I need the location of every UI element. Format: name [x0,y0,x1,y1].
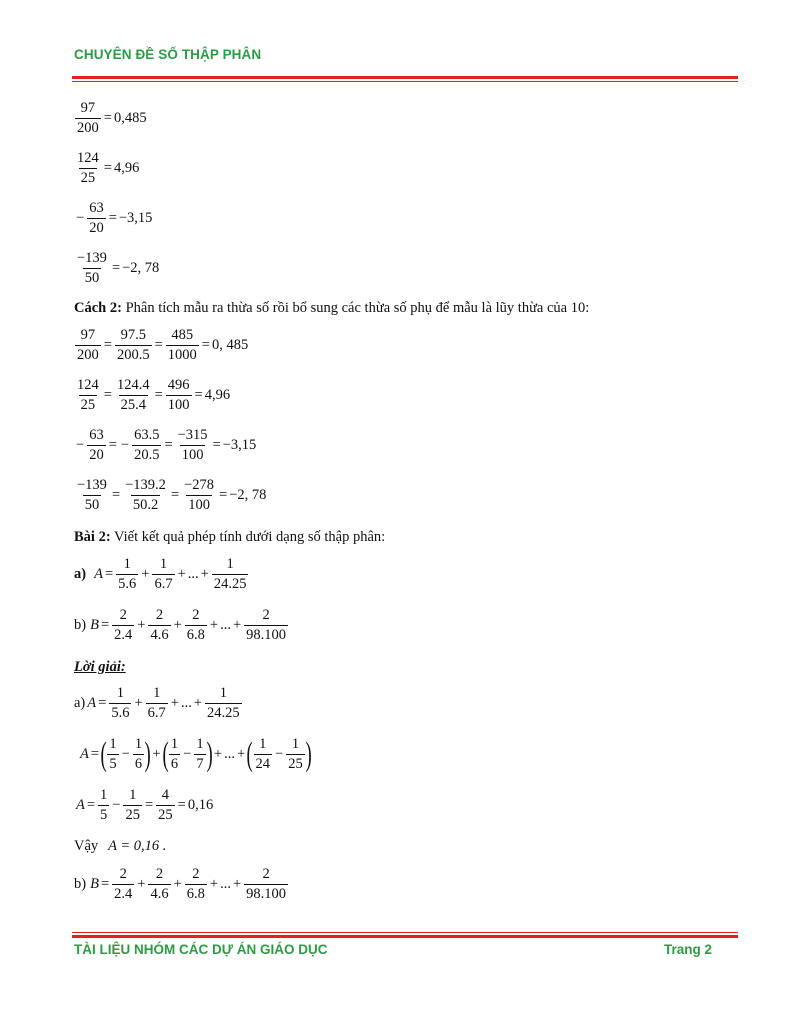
result-value: 4,96 [113,160,140,176]
footer-rule-thin [72,932,738,933]
fraction-line-2: $\frac{124}{25}$ = 4,96 [77,150,140,186]
cach2-line-4: $\frac{-139}{50}$ = $\frac{-139.2}{50.2}$ = $\frac{-278}{100}$ = −2, 78 [77,477,267,513]
fraction-line-3: − $\frac{63}{20}$ = −3,15 [76,200,153,236]
page-number: Trang 2 [663,942,712,957]
header-rule [72,76,738,79]
header-rule-thin [72,81,738,82]
page-header-title: CHUYÊN ĐỀ SỐ THẬP PHÂN [74,47,262,62]
solution-heading: Lời giải: [74,659,126,675]
bai2-part-a: a) A = $\frac{1}{5.6}$ + $\frac{1}{6.7}$ + ... + $\frac{1}{24.25}$ [74,556,247,592]
cach2-line-1: $\frac{97}{200}$ = $\frac{97.5}{200.5}$ = $\frac{485}{1000}$ = 0, 485 [77,327,249,363]
cach2-line-2: $\frac{124}{25}$ = $\frac{124.4}{25.4}$ = $\frac{496}{100}$ = 4,96 [77,377,231,413]
result-value: −3,15 [118,210,153,226]
cach2-line-3: − $\frac{63}{20}$ = − $\frac{63.5}{20.5}$ = $\frac{-315}{100}$ = −3,15 [76,427,257,463]
fraction: $\frac{124}{25}$ [77,150,99,186]
fraction-line-1: $\frac{97}{200}$ = 0,485 [77,100,147,136]
solution-a-line-3: A = $\frac{1}{5}$ − $\frac{1}{25}$ = $\frac{4}{25}$ = 0,16 [76,787,214,823]
solution-conclusion: Vậy A = 0,16 . [74,838,167,854]
solution-a-line-2: A = ( $\frac{1}{5}$ − $\frac{1}{6}$ ) + ( $\frac{1}{6}$ − $\frac{1}{7}$ ) + ... + ( $\frac{1}{24}$ − $\frac{1}{25}$ ) [80,735,312,773]
solution-b-line-1: b) B = $\frac{2}{2.4}$ + $\frac{2}{4.6}$ + $\frac{2}{6.8}$ + ... + $\frac{2}{98.100}$ [74,866,287,902]
cach2-heading: Cách 2: Phân tích mẫu ra thừa số rồi bổ sung các thừa số phụ để mẫu là lũy thừa của 10: [74,300,590,316]
bai2-part-b: b) B = $\frac{2}{2.4}$ + $\frac{2}{4.6}$ + $\frac{2}{6.8}$ + ... + $\frac{2}{98.100}$ [74,607,287,643]
fraction-line-4: $\frac{-139}{50}$ = −2, 78 [77,250,160,286]
fraction: $\frac{97}{200}$ [77,100,99,136]
bai2-heading: Bài 2: Viết kết quả phép tính dưới dạng số thập phân: [74,529,386,545]
fraction: $\frac{63}{20}$ [89,200,104,236]
solution-a-line-1: a) A = $\frac{1}{5.6}$ + $\frac{1}{6.7}$ + ... + $\frac{1}{24.25}$ [74,685,240,721]
footer-rule [72,935,738,938]
fraction: $\frac{-139}{50}$ [77,250,107,286]
result-value: −2, 78 [122,260,160,276]
footer-title: TÀI LIỆU NHÓM CÁC DỰ ÁN GIÁO DỤC [74,942,328,957]
result-value: 0,485 [113,110,147,126]
